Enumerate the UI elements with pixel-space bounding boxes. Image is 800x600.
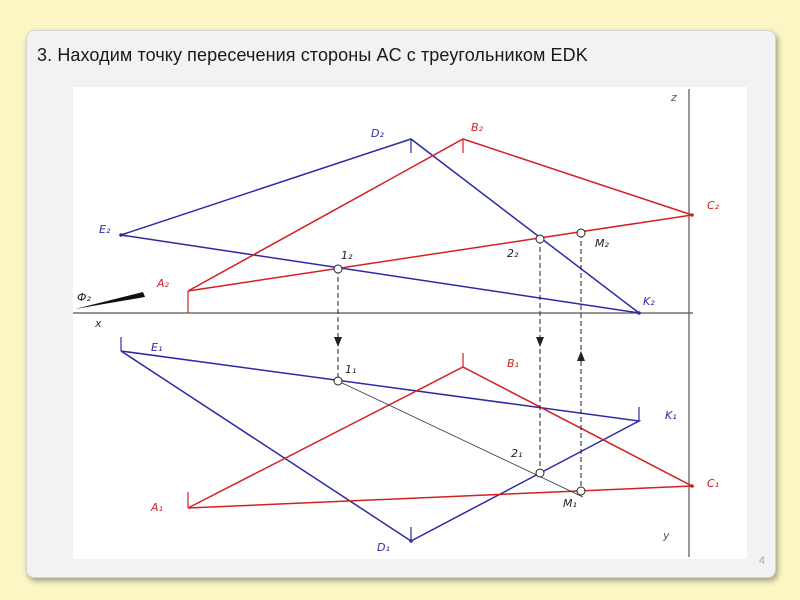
- label-a1: A₁: [151, 501, 163, 514]
- triangle-abc-horizontal: [188, 367, 692, 508]
- label-e1: E₁: [151, 341, 163, 354]
- vertex-dot-c2: [690, 213, 694, 217]
- label-z: z: [671, 91, 677, 104]
- vertex-dot-e2: [119, 233, 123, 237]
- arrow-2-down: [536, 337, 544, 347]
- diagram-svg: [73, 87, 747, 559]
- point-m-2: [577, 229, 585, 237]
- label-c1: C₁: [707, 477, 720, 490]
- triangle-edk-horizontal: [121, 351, 639, 541]
- slide: [26, 30, 776, 578]
- label-d1: D₁: [377, 541, 390, 554]
- vertex-dot-d1: [409, 539, 413, 543]
- label-phi: Ф₂: [77, 291, 91, 304]
- label-b1: B₁: [507, 357, 519, 370]
- projection-drawing: [73, 87, 747, 559]
- label-b2: B₂: [471, 121, 483, 134]
- slide-title: 3. Находим точку пересечения стороны AC с треугольником EDK: [37, 45, 588, 65]
- point-2-1: [536, 469, 544, 477]
- label-a2: A₂: [157, 277, 169, 290]
- label-2-1: 2₁: [511, 447, 523, 460]
- label-e2: E₂: [99, 223, 111, 236]
- point-1-1: [334, 377, 342, 385]
- triangle-edk-frontal: [121, 139, 639, 313]
- point-1-2: [334, 265, 342, 273]
- label-k2: K₂: [643, 295, 655, 308]
- label-d2: D₂: [371, 127, 384, 140]
- arrow-m-up: [577, 351, 585, 361]
- point-m-1: [577, 487, 585, 495]
- label-2-2: 2₂: [507, 247, 519, 260]
- label-m2: M₂: [595, 237, 609, 250]
- label-x: x: [95, 317, 102, 330]
- point-2-2: [536, 235, 544, 243]
- vertex-dot-k2: [637, 311, 641, 315]
- line-1-2-horizontal: [338, 381, 583, 497]
- label-y: y: [663, 529, 670, 542]
- arrow-1-down: [334, 337, 342, 347]
- label-k1: K₁: [665, 409, 677, 422]
- page-number: 4: [758, 555, 765, 567]
- label-1-2: 1₂: [341, 249, 353, 262]
- label-m1: M₁: [563, 497, 577, 510]
- label-c2: C₂: [707, 199, 720, 212]
- vertex-dot-c1: [690, 484, 694, 488]
- label-1-1: 1₁: [345, 363, 357, 376]
